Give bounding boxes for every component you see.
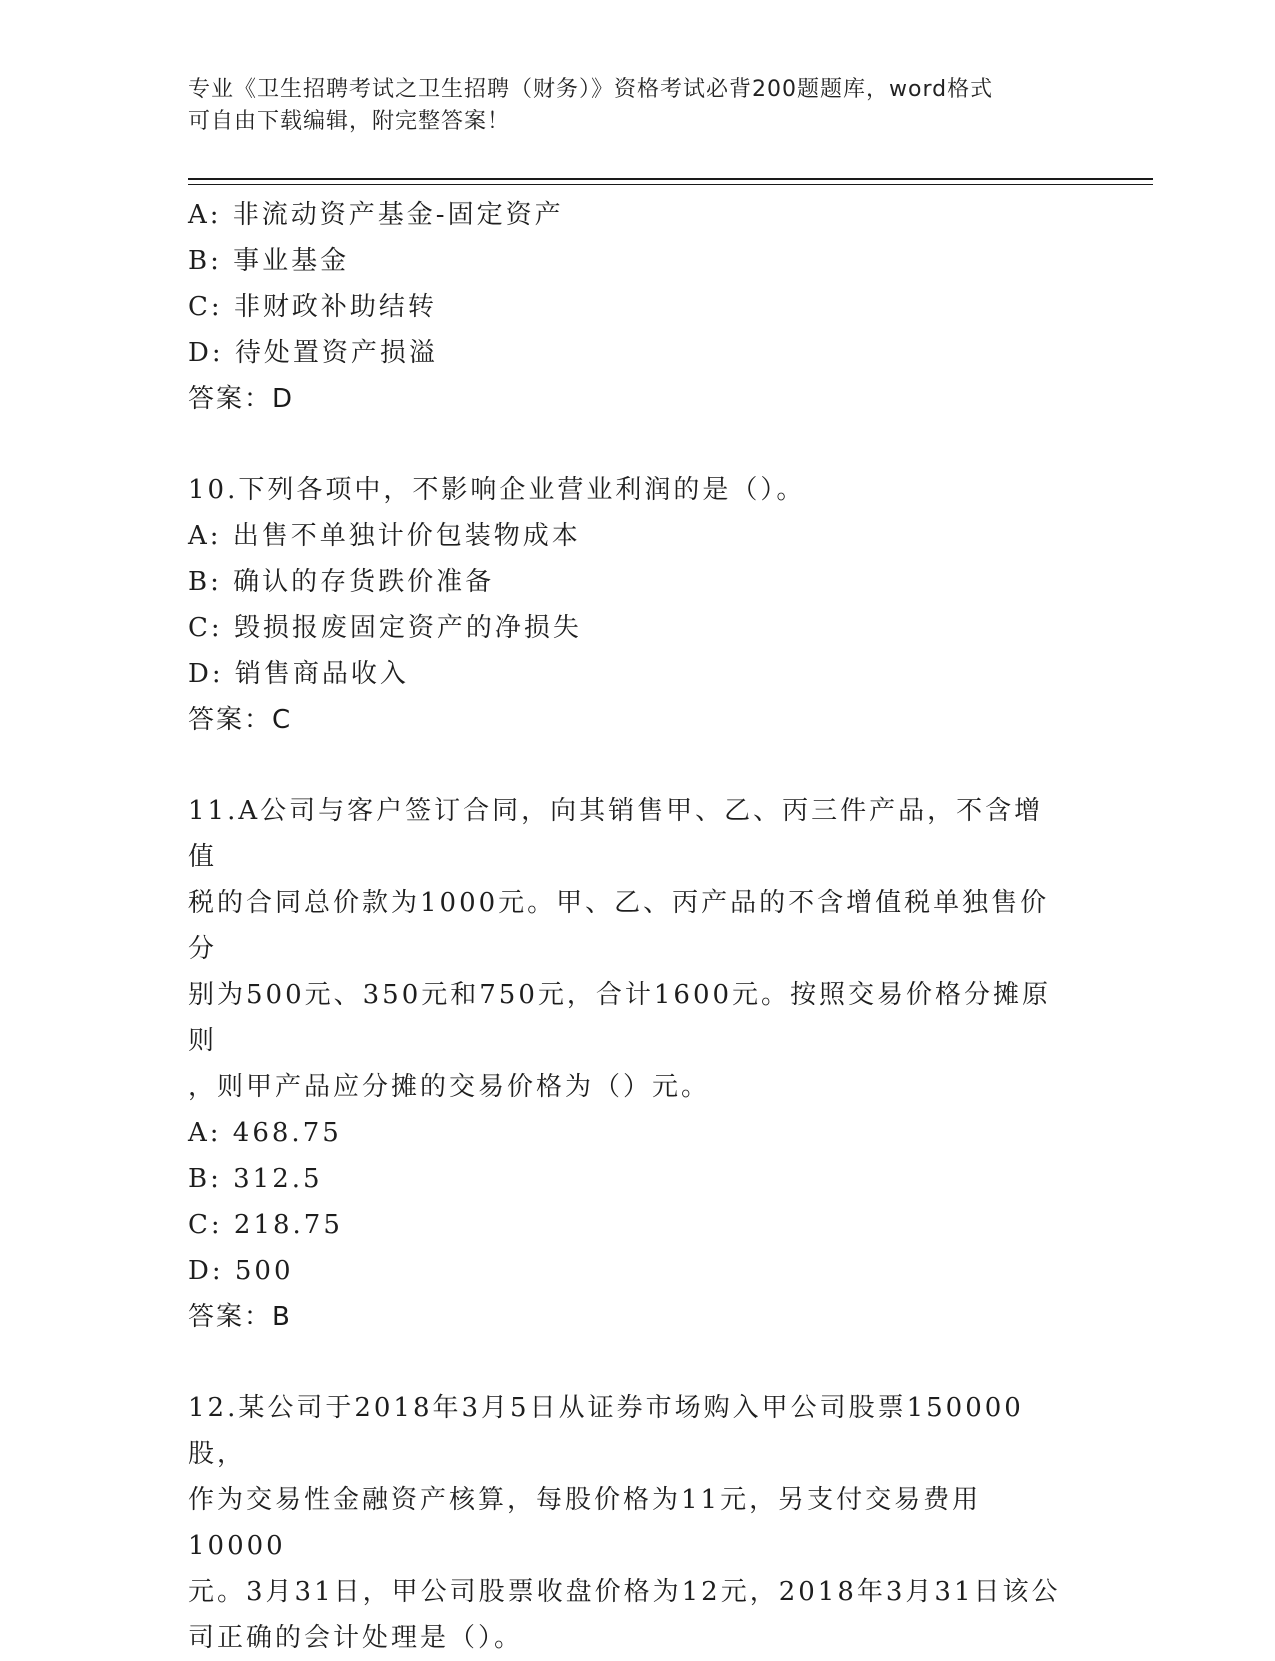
option-a: A: 出售不单独计价包装物成本	[188, 521, 581, 551]
question-list	[188, 192, 1088, 1661]
header-divider-thick	[188, 178, 1153, 180]
question-stem-line: 作为交易性金融资产核算，每股价格为11元，另支付交易费用10000	[188, 1485, 982, 1561]
header-divider-thin	[188, 184, 1153, 185]
question-spacer	[188, 422, 1088, 467]
question-stem-line: 司正确的会计处理是（）。	[188, 1623, 524, 1653]
option-c: C: 毁损报废固定资产的净损失	[188, 613, 582, 643]
question-stem-line: ，则甲产品应分摊的交易价格为（）元。	[188, 1072, 711, 1102]
option-d: D: 待处置资产损溢	[188, 338, 438, 368]
document-header	[188, 74, 1088, 138]
question-stem: 10.下列各项中，不影响企业营业利润的是（）。	[188, 475, 806, 505]
option-a: A: 非流动资产基金-固定资产	[188, 200, 564, 230]
answer-line: 答案：B	[188, 1302, 292, 1332]
question-stem-line: 元。3月31日，甲公司股票收盘价格为12元，2018年3月31日该公	[188, 1577, 1061, 1607]
option-d: D: 500	[188, 1256, 294, 1286]
question-stem-line: 12.某公司于2018年3月5日从证券市场购入甲公司股票150000股，	[188, 1393, 1024, 1469]
header-title-line-2: 可自由下载编辑，附完整答案！	[188, 109, 511, 134]
question-stem-line: 11.A公司与客户签订合同，向其销售甲、乙、丙三件产品，不含增值	[188, 796, 1044, 872]
question-stem-line: 别为500元、350元和750元，合计1600元。按照交易价格分摊原则	[188, 980, 1052, 1056]
option-a: A: 468.75	[188, 1118, 342, 1148]
question-11	[188, 788, 1088, 1340]
question-stem-line: 税的合同总价款为1000元。甲、乙、丙产品的不含增值税单独售价分	[188, 888, 1050, 964]
option-b: B: 事业基金	[188, 246, 350, 276]
option-c: C: 非财政补助结转	[188, 292, 437, 322]
header-title-line-1: 专业《卫生招聘考试之卫生招聘（财务）》资格考试必背200题题库，word格式	[188, 77, 994, 102]
answer-line: 答案：C	[188, 705, 293, 735]
question-10	[188, 467, 1088, 743]
question-spacer	[188, 1340, 1088, 1385]
answer-line: 答案：D	[188, 384, 295, 414]
question-12	[188, 1385, 1088, 1661]
question-spacer	[188, 743, 1088, 788]
option-b: B: 确认的存货跌价准备	[188, 567, 495, 597]
option-c: C: 218.75	[188, 1210, 343, 1240]
question-9	[188, 192, 1088, 422]
option-b: B: 312.5	[188, 1164, 323, 1194]
option-d: D: 销售商品收入	[188, 659, 409, 689]
